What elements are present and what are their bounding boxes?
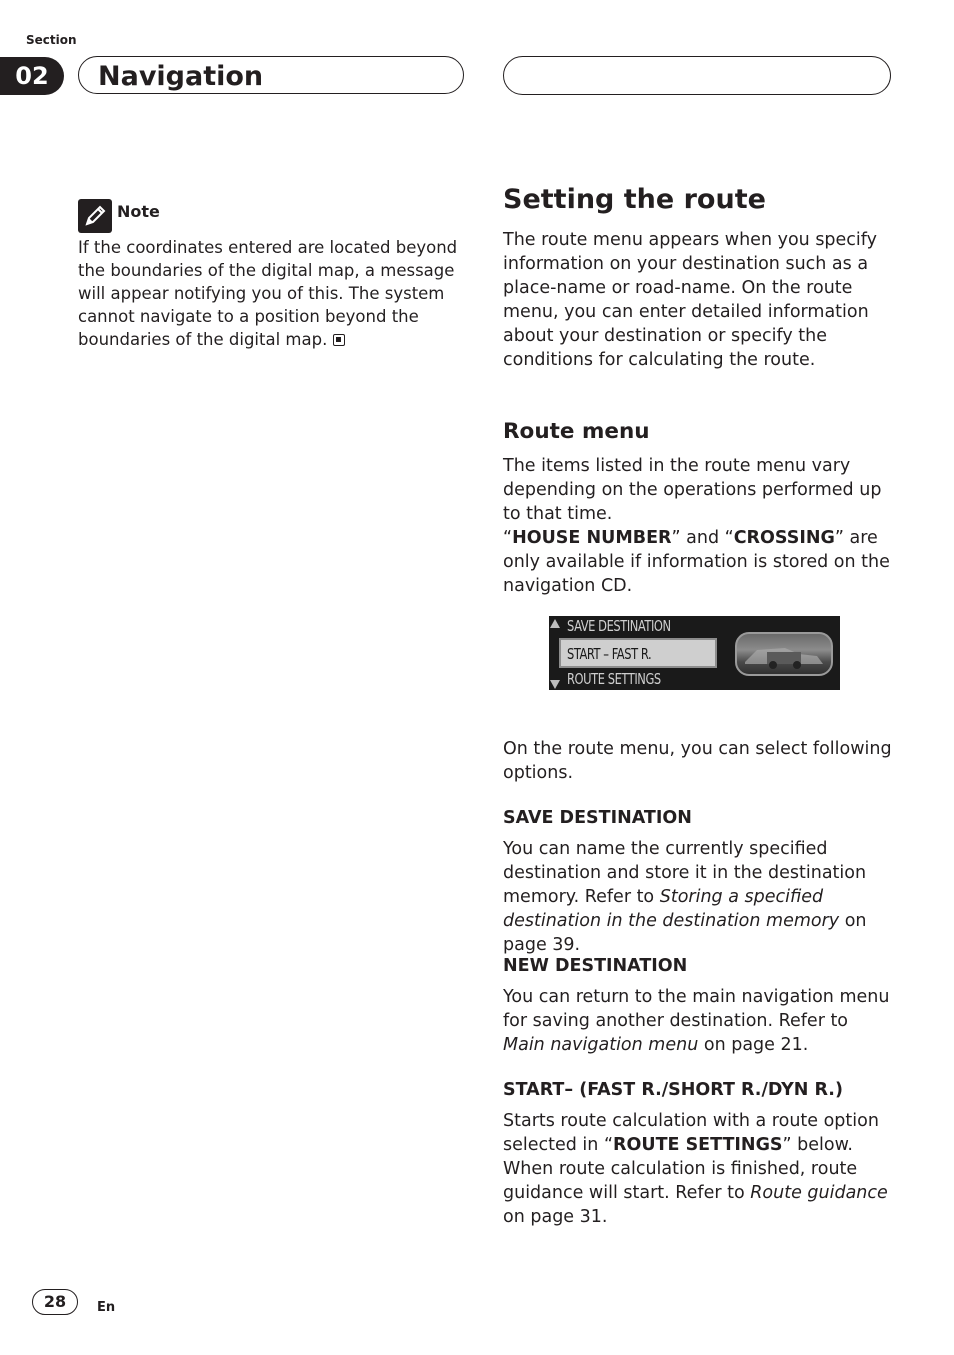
car-picture-icon: [735, 632, 833, 676]
route-settings-term: ROUTE SETTINGS: [613, 1135, 783, 1155]
route-menu-heading: Route menu: [503, 419, 650, 444]
screen-item-save-destination: SAVE DESTINATION: [567, 617, 671, 635]
section-number: 02: [0, 57, 64, 95]
new-destination-text: You can return to the main navigation menu for saving another destination. Refer to Main navigation menu on page 21.: [503, 987, 890, 1055]
route-menu-screen: [549, 616, 840, 690]
new-destination-title: NEW DESTINATION: [503, 956, 688, 976]
save-destination-text: You can name the currently specified destination and store it in the destination memory. Refer to Storing a specified destination in the destination memory on page 39.: [503, 839, 867, 955]
page-number: 28: [32, 1289, 78, 1315]
scroll-up-icon: [550, 619, 560, 628]
screen-item-start: START – FAST R.: [567, 645, 652, 663]
save-destination-reference: Storing a specified destination in the destination memory: [503, 887, 840, 931]
header-empty-frame: [503, 56, 891, 95]
house-number-term: HOUSE NUMBER: [512, 528, 672, 548]
language-label: En: [97, 1300, 116, 1315]
note-label: Note: [117, 202, 160, 221]
note-text: If the coordinates entered are located beyond the boundaries of the digital map, a message will appear notifying you of this. The system cannot navigate to a position beyond the boundaries of the digital map.: [78, 238, 458, 349]
crossing-term: CROSSING: [733, 528, 835, 548]
options-intro: On the route menu, you can select following options.: [503, 739, 892, 783]
pencil-note-icon: [78, 199, 112, 233]
route-guidance-reference: Route guidance: [750, 1183, 888, 1203]
screen-item-route-settings: ROUTE SETTINGS: [567, 670, 661, 688]
scroll-down-icon: [550, 680, 560, 689]
save-destination-title: SAVE DESTINATION: [503, 808, 692, 828]
end-mark-icon: [333, 334, 345, 346]
start-text: Starts route calculation with a route option selected in “ROUTE SETTINGS” below. When route calculation is finished, route guidance will start. Refer to Route guidance on page 31.: [503, 1111, 888, 1227]
route-menu-body: The items listed in the route menu vary depending on the operations performed up to that time. “HOUSE NUMBER” and “CROSSING” are only available if information is stored on the navigation CD.: [503, 456, 890, 596]
setting-route-body: The route menu appears when you specify information on your destination such as a place-name or road-name. On the route menu, you can enter detailed information about your destination or specify the conditions for calculating the route.: [503, 230, 878, 370]
section-label: Section: [26, 33, 77, 47]
setting-route-heading: Setting the route: [503, 184, 766, 215]
new-destination-reference: Main navigation menu: [503, 1035, 699, 1055]
page-title: Navigation: [98, 61, 264, 92]
start-title: START– (FAST R./SHORT R./DYN R.): [503, 1080, 843, 1100]
screen-selected-item: [559, 638, 717, 668]
